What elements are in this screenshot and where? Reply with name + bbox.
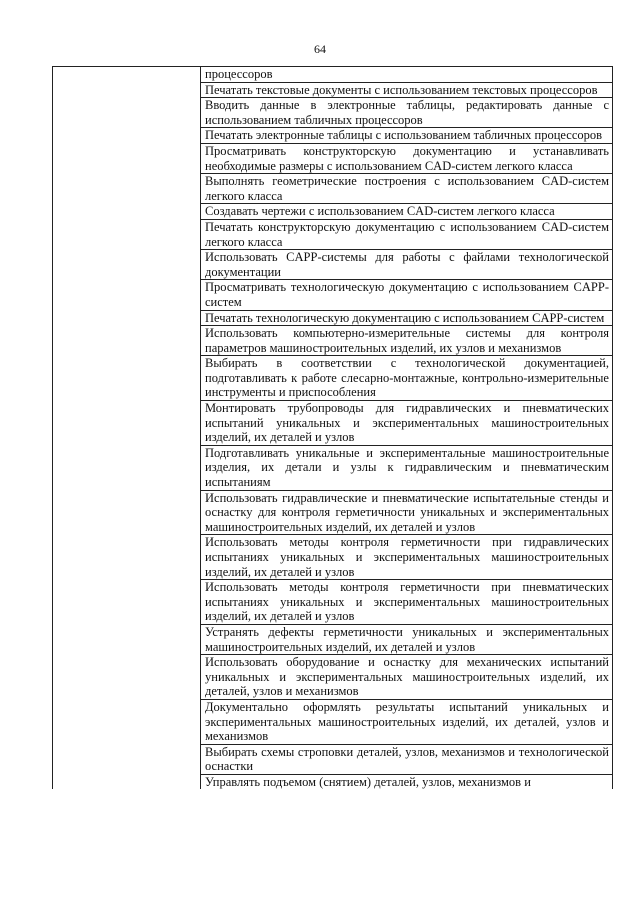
table-cell [201, 310, 613, 326]
cell-text: Монтировать трубопроводы для гидравлических и пневматических испытаний уникальных и экспериментальных машиностроительных изделий, их деталей и узлов [205, 401, 609, 445]
cell-text: Документально оформлять результаты испытаний уникальных и экспериментальных машиностроительных изделий, их деталей, узлов и механизмов [205, 699, 609, 744]
cell-text: Управлять подъемом (снятием) деталей, узлов, механизмов и [205, 774, 531, 789]
table-cell [201, 143, 613, 173]
table-cell [201, 98, 613, 128]
page-number: 64 [314, 42, 326, 56]
table-cell [201, 655, 613, 700]
table-cell [201, 128, 613, 144]
cell-text: Печатать конструкторскую документацию с использованием CAD-систем легкого класса [205, 219, 609, 249]
table-cell [201, 280, 613, 310]
cell-text: Использовать методы контроля герметичности при пневматических испытаниях уникальных и экспериментальных машиностроительных изделий, их деталей и узлов [205, 580, 609, 624]
cell-text: Печатать технологическую документацию с использованием CAPP-систем [205, 310, 605, 325]
cell-text: Использовать компьютерно-измерительные системы для контроля параметров машиностроительных изделий, их узлов и механизмов [205, 326, 609, 355]
cell-text: процессоров [205, 67, 273, 81]
left-column-cell [53, 67, 201, 789]
cell-text: Вводить данные в электронные таблицы, редактировать данные с использованием табличных процессоров [205, 98, 609, 127]
cell-text: Печатать текстовые документы с использованием текстовых процессоров [205, 82, 598, 97]
table-cell [201, 580, 613, 625]
cell-text: Создавать чертежи с использованием CAD-систем легкого класса [205, 204, 555, 219]
skills-table-body [53, 67, 613, 789]
cell-text: Использовать методы контроля герметичности при гидравлических испытаниях уникальных и экспериментальных машиностроительных изделий, их деталей и узлов [205, 535, 609, 579]
table-cell [201, 356, 613, 401]
table-cell [201, 82, 613, 98]
cell-text: Выполнять геометрические построения с использованием CAD-систем легкого класса [205, 174, 609, 203]
table-cell [201, 401, 613, 446]
cell-text: Использовать оборудование и оснастку для механических испытаний уникальных и экспериментальных машиностроительных изделий, их деталей, узлов и механизмов [205, 655, 609, 699]
table-row [53, 67, 613, 83]
cell-text: Использовать CAPP-системы для работы с файлами технологической документации [205, 250, 609, 279]
table-cell [201, 624, 613, 654]
skills-table [52, 66, 613, 789]
cell-text: Устранять дефекты герметичности уникальных и экспериментальных машиностроительных изделий, их деталей и узлов [205, 624, 609, 654]
table-cell [201, 67, 613, 83]
table-cell [201, 445, 613, 490]
table-cell [201, 250, 613, 280]
table-cell [201, 774, 613, 789]
table-cell [201, 744, 613, 774]
table-cell [201, 699, 613, 744]
cell-text: Выбирать схемы строповки деталей, узлов, механизмов и технологической оснастки [205, 744, 609, 774]
table-cell [201, 204, 613, 220]
table-cell [201, 174, 613, 204]
table-cell [201, 490, 613, 535]
cell-text: Печатать электронные таблицы с использованием табличных процессоров [205, 128, 603, 143]
cell-text: Подготавливать уникальные и экспериментальные машиностроительные изделия, их детали и узлы к гидравлическим и пневматическим испытаниям [205, 445, 609, 490]
cell-text: Просматривать конструкторскую документацию и устанавливать необходимые размеры с использованием CAD-систем легкого класса [205, 143, 609, 173]
table-cell [201, 326, 613, 356]
cell-text: Просматривать технологическую документацию с использованием CAPP-систем [205, 280, 609, 309]
table-cell [201, 535, 613, 580]
cell-text: Использовать гидравлические и пневматические испытательные стенды и оснастку для контроля герметичности уникальных и экспериментальных машиностроительных изделий, их деталей и узлов [205, 490, 609, 534]
cell-text: Выбирать в соответствии с технологической документацией, подготавливать к работе слесарно-монтажные, контрольно-измерительные инструменты и приспособления [205, 356, 609, 400]
table-cell [201, 219, 613, 249]
